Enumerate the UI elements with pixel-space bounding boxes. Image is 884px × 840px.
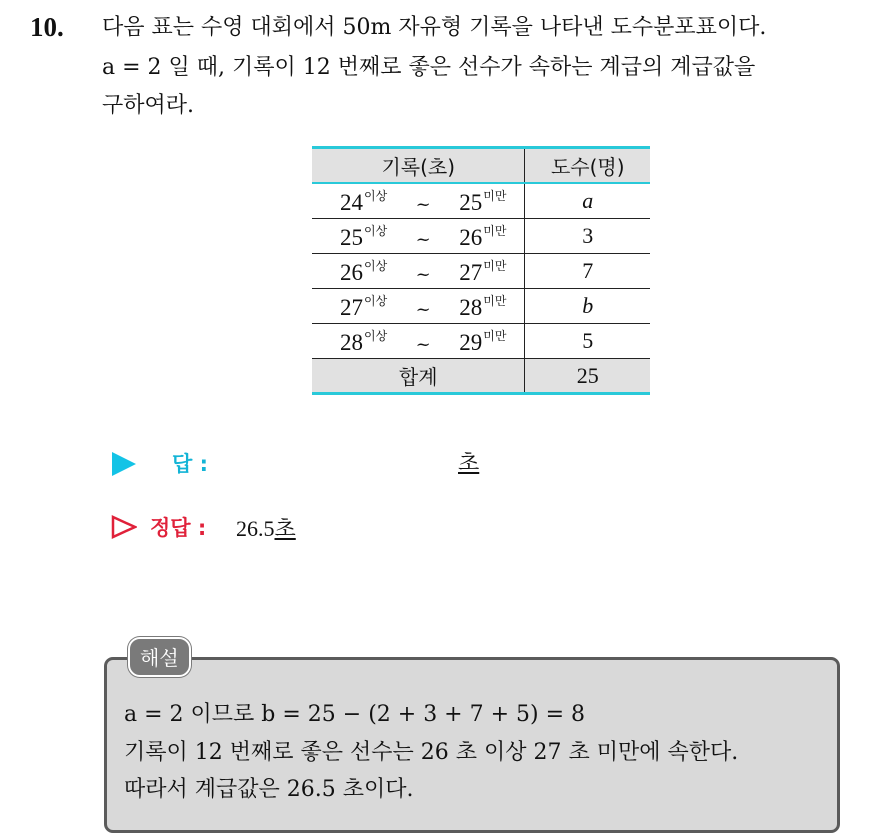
- range-from-suffix: 이상: [364, 223, 388, 238]
- table-header-row: [312, 148, 650, 184]
- question-number: 10.: [30, 12, 64, 42]
- explanation-line-1: a = 2 이므로 b = 25 − (2 + 3 + 7 + 5) = 8: [124, 702, 586, 727]
- explanation-line-3: 따라서 계급값은 26.5 초이다.: [124, 777, 414, 802]
- explanation-tag: 해설: [128, 637, 191, 677]
- range-separator: ~: [415, 193, 431, 215]
- range-from-suffix: 이상: [364, 258, 388, 273]
- range-from: 25: [340, 224, 363, 250]
- header-frequency: 도수(명): [525, 148, 650, 184]
- range-separator: ~: [415, 333, 431, 355]
- table-row: [312, 254, 650, 289]
- total-value: 25: [525, 359, 650, 394]
- outline-arrow-icon: [111, 515, 137, 539]
- range-to: 28: [459, 294, 483, 320]
- range-from: 26: [340, 259, 363, 285]
- frequency-cell: b: [525, 289, 650, 324]
- range-to: 25: [459, 189, 483, 215]
- class-range: [312, 222, 524, 251]
- range-to-suffix: 미만: [483, 223, 507, 238]
- explanation-line-2: 기록이 12 번째로 좋은 선수는 26 초 이상 27 초 미만에 속한다.: [124, 740, 739, 765]
- correct-answer: [236, 512, 296, 543]
- range-separator: ~: [415, 298, 431, 320]
- range-to: 27: [459, 259, 483, 285]
- range-separator: ~: [415, 228, 431, 250]
- frequency-table: [312, 146, 650, 395]
- question-text-line-1: 다음 표는 수영 대회에서 50m 자유형 기록을 나타낸 도수분포표이다.: [102, 15, 767, 40]
- range-to: 26: [459, 224, 483, 250]
- range-from-suffix: 이상: [364, 188, 388, 203]
- range-to-suffix: 미만: [483, 293, 507, 308]
- header-record: 기록(초): [312, 148, 525, 184]
- play-arrow-icon: [112, 452, 136, 476]
- range-from-suffix: 이상: [364, 293, 388, 308]
- class-range: [312, 292, 524, 321]
- question-text-line-2: a = 2 일 때, 기록이 12 번째로 좋은 선수가 속하는 계급의 계급값을: [102, 55, 756, 80]
- answer-label: 답 :: [172, 452, 208, 476]
- total-label: 합계: [312, 359, 525, 394]
- table-row: [312, 324, 650, 359]
- range-separator: ~: [415, 263, 431, 285]
- range-from: 24: [340, 189, 363, 215]
- range-to: 29: [459, 329, 483, 355]
- correct-answer-unit: 초: [274, 517, 296, 542]
- range-from: 27: [340, 294, 363, 320]
- range-to-suffix: 미만: [483, 258, 507, 273]
- question-text-line-3: 구하여라.: [102, 93, 195, 118]
- range-to-suffix: 미만: [483, 188, 507, 203]
- correct-answer-value: 26.5: [236, 516, 275, 541]
- table-row: [312, 289, 650, 324]
- class-range: [312, 327, 524, 356]
- range-from-suffix: 이상: [364, 328, 388, 343]
- answer-unit: 초: [458, 451, 480, 476]
- range-to-suffix: 미만: [483, 328, 507, 343]
- class-range: [312, 257, 524, 286]
- correct-answer-label: 정답 :: [150, 516, 207, 540]
- frequency-cell: a: [525, 183, 650, 219]
- frequency-cell: 3: [525, 219, 650, 254]
- frequency-cell: 7: [525, 254, 650, 289]
- table-row: [312, 183, 650, 219]
- table-row: [312, 219, 650, 254]
- table-total-row: [312, 359, 650, 394]
- class-range: [312, 187, 524, 216]
- frequency-cell: 5: [525, 324, 650, 359]
- range-from: 28: [340, 329, 363, 355]
